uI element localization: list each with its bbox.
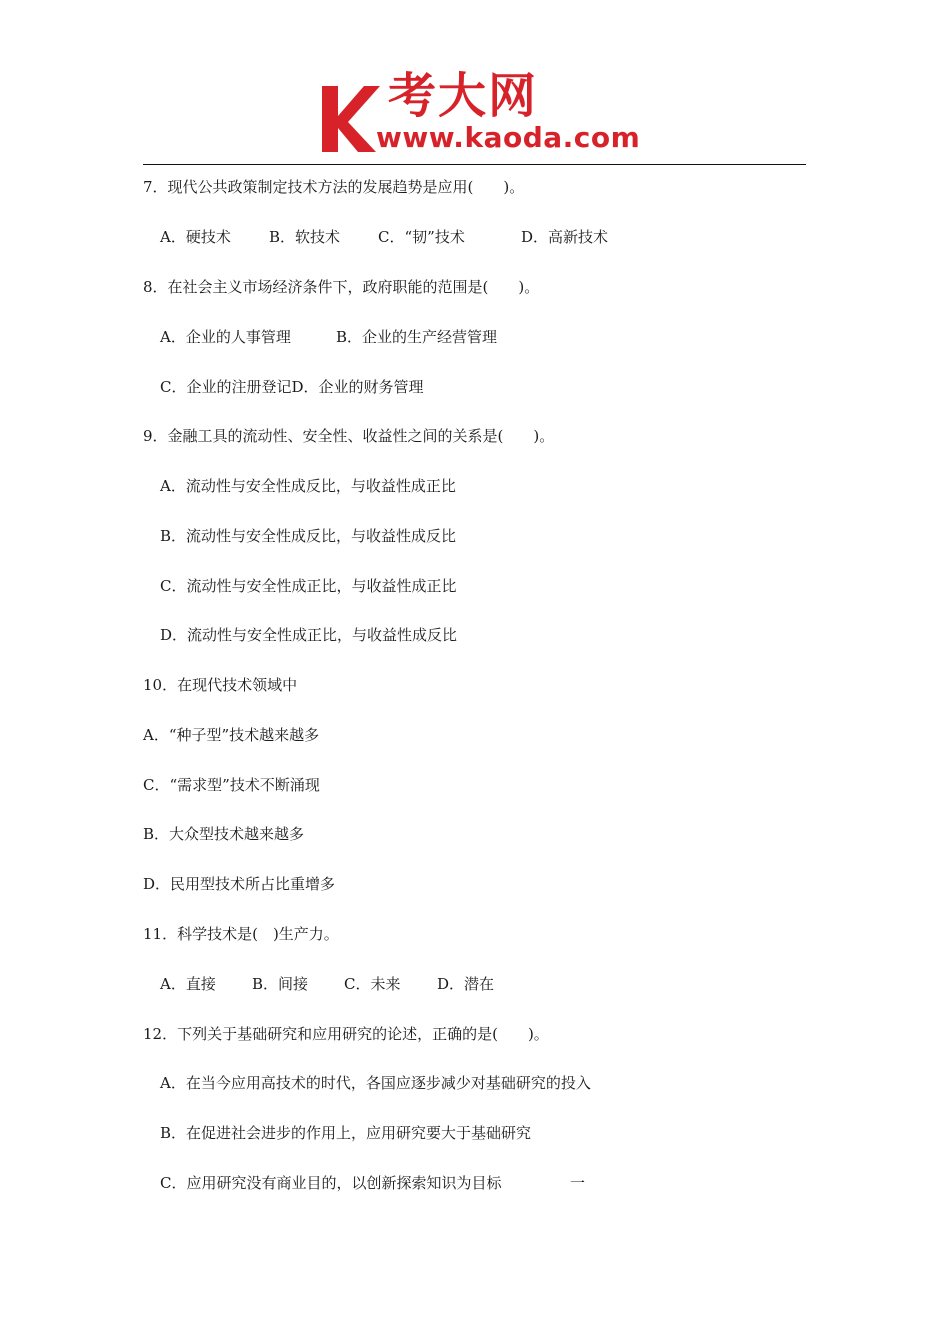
option-b: B．软技术 <box>269 228 341 246</box>
option-b: B．间接 <box>252 975 309 993</box>
question-10-option-a: A．“种子型”技术越来越多 <box>143 726 320 744</box>
question-9-option-d: D．流动性与安全性成正比，与收益性成反比 <box>160 626 458 644</box>
option-a: A．企业的人事管理 <box>160 328 291 346</box>
question-10-option-c: C．“需求型”技术不断涌现 <box>143 776 320 794</box>
option-c: C．未来 <box>344 975 401 993</box>
question-9-option-c: C．流动性与安全性成正比，与收益性成正比 <box>160 577 457 595</box>
option-b: B．企业的生产经营管理 <box>336 328 498 346</box>
question-12-option-a: A．在当今应用高技术的时代，各国应逐步减少对基础研究的投入 <box>160 1074 591 1092</box>
question-8-options-cd: C．企业的注册登记D．企业的财务管理 <box>160 378 424 396</box>
question-11-stem: 11．科学技术是( )生产力。 <box>143 925 339 943</box>
option-a: A．硬技术 <box>160 228 231 246</box>
question-10-stem: 10．在现代技术领域中 <box>143 676 298 694</box>
question-12-option-b: B．在促进社会进步的作用上，应用研究要大于基础研究 <box>160 1124 532 1142</box>
question-9-option-a: A．流动性与安全性成反比，与收益性成正比 <box>160 477 456 495</box>
question-12-stem: 12．下列关于基础研究和应用研究的论述，正确的是( )。 <box>143 1025 549 1043</box>
option-d: D．高新技术 <box>521 228 609 246</box>
question-10-option-d: D．民用型技术所占比重增多 <box>143 875 336 893</box>
question-9-stem: 9．金融工具的流动性、安全性、收益性之间的关系是( )。 <box>143 427 555 445</box>
question-10-option-b: B．大众型技术越来越多 <box>143 825 305 843</box>
question-8-stem: 8．在社会主义市场经济条件下，政府职能的范围是( )。 <box>143 278 540 296</box>
logo-url-text: www.kaoda.com <box>376 121 641 154</box>
question-7-stem: 7．现代公共政策制定技术方法的发展趋势是应用( )。 <box>143 178 525 196</box>
question-7-options <box>160 227 608 247</box>
header-divider <box>143 164 806 165</box>
option-d: D．潜在 <box>437 975 495 993</box>
question-12-option-c <box>160 1173 585 1193</box>
logo-brand-text: 考大网 <box>388 68 539 124</box>
question-11-options <box>160 974 494 994</box>
option-a: A．直接 <box>160 975 216 993</box>
question-8-options-ab <box>160 327 497 347</box>
question-9-option-b: B．流动性与安全性成反比，与收益性成反比 <box>160 527 457 545</box>
k-logo-icon <box>318 82 382 154</box>
option-c-text: C．应用研究没有商业目的，以创新探索知识为目标 <box>160 1174 502 1192</box>
option-c: C．“韧”技术 <box>378 228 465 246</box>
option-c-trailing-mark: 一 <box>570 1174 586 1192</box>
kaoda-logo <box>318 68 641 160</box>
